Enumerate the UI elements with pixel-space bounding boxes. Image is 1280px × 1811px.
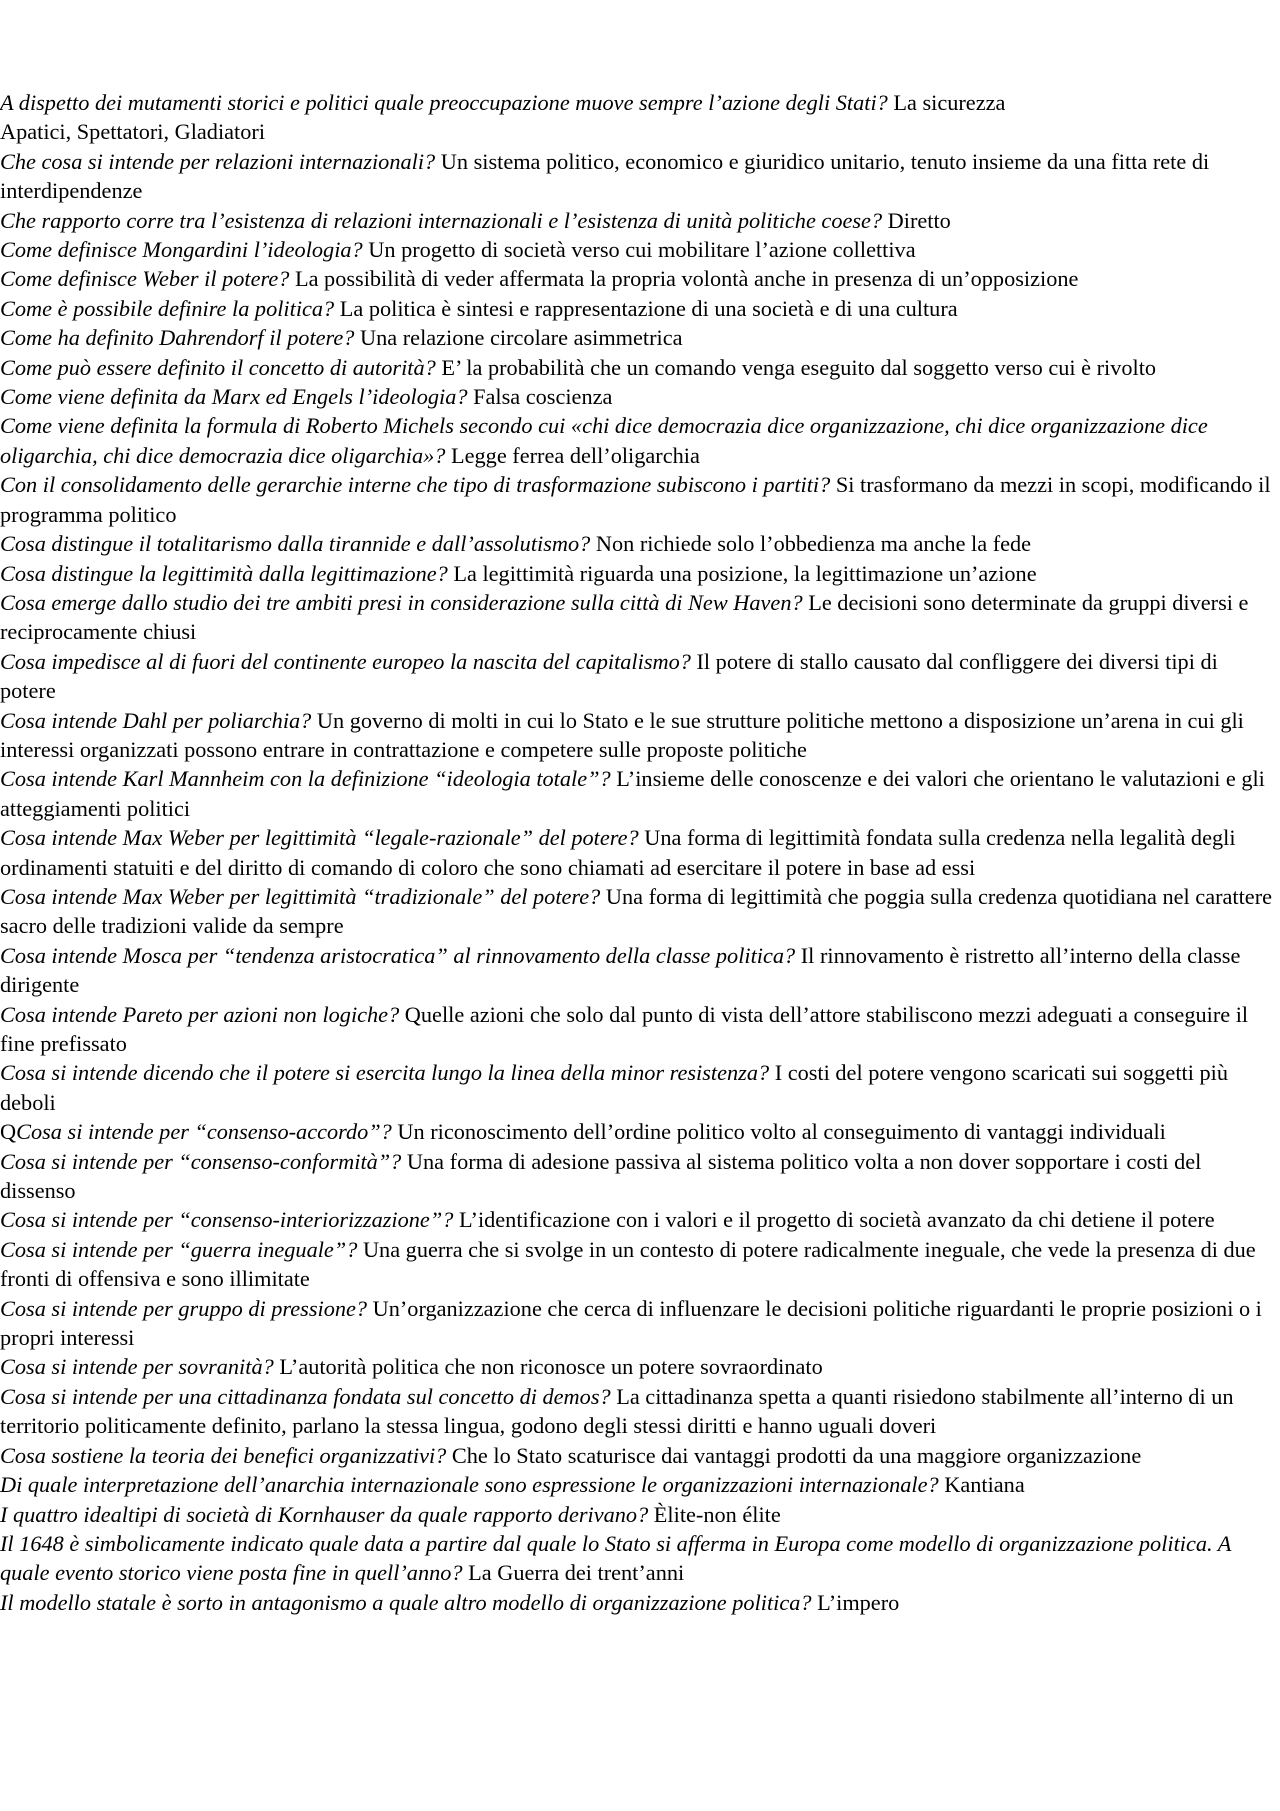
question: Cosa intende Karl Mannheim con la definizione “ideologia totale”? (0, 766, 611, 792)
qa-entry (0, 1529, 1278, 1588)
answer: L’insieme delle conoscenze e dei valori che orientano le valutazioni e gli atteggiamenti politici (0, 766, 1265, 821)
answer: Il rinnovamento è ristretto all’interno della classe dirigente (0, 942, 1241, 998)
answer: I costi del potere vengono scaricati sui soggetti più deboli (0, 1060, 1228, 1115)
question: Cosa si intende per gruppo di pressione? (0, 1295, 368, 1321)
answer: L’identificazione con i valori e il progetto di società avanzato da chi detiene il potere (453, 1207, 1215, 1233)
question: Cosa si intende per “consenso-accordo”? (16, 1119, 392, 1145)
qa-entry (0, 588, 1278, 647)
qa-entry (0, 235, 1278, 264)
qa-entry (0, 1205, 1278, 1234)
question: Cosa emerge dallo studio dei tre ambiti presi in considerazione sulla città di New Haven? (0, 589, 803, 615)
question: Cosa distingue la legittimità dalla legittimazione? (0, 560, 448, 586)
qa-entry (0, 764, 1278, 823)
answer: Un’organizzazione che cerca di influenzare le decisioni politiche riguardanti le proprie posizioni o i propri interessi (0, 1295, 1262, 1351)
question: A dispetto dei mutamenti storici e politici quale preoccupazione muove sempre l’azione degli Stati? (0, 90, 888, 115)
qa-entry (0, 647, 1278, 706)
question: Che cosa si intende per relazioni internazionali? (0, 148, 436, 174)
question: Cosa si intende dicendo che il potere si esercita lungo la linea della minor resistenza? (0, 1060, 770, 1086)
answer: L’autorità politica che non riconosce un potere sovraordinato (273, 1354, 823, 1380)
question: Cosa sostiene la teoria dei benefici organizzativi? (0, 1442, 447, 1468)
answer: Una forma di legittimità fondata sulla credenza nella legalità degli ordinamenti statuiti e del diritto di comando di coloro che sono chiamati ad esercitare il potere in base ad essi (0, 825, 1236, 880)
qa-entry (0, 1470, 1278, 1499)
qa-entry (0, 264, 1278, 293)
qa-entry (0, 411, 1278, 470)
qa-entry (0, 117, 1278, 146)
question-prefix: Q (0, 1119, 17, 1145)
question: Come viene definita da Marx ed Engels l’ideologia? (0, 384, 468, 410)
question: Come è possibile definire la politica? (0, 295, 335, 321)
qa-entry (0, 882, 1278, 941)
question: Come ha definito Dahrendorf il potere? (0, 325, 355, 351)
question: Cosa si intende per “guerra ineguale”? (0, 1236, 358, 1262)
question: Cosa si intende per “consenso-interiorizzazione”? (0, 1207, 454, 1233)
question: Cosa si intende per sovranità? (0, 1354, 274, 1380)
question: Cosa impedisce al di fuori del continente europeo la nascita del capitalismo? (0, 648, 691, 674)
qa-entry (0, 353, 1278, 382)
question: Cosa intende Mosca per “tendenza aristocratica” al rinnovamento della classe politica? (0, 942, 796, 968)
answer: Diretto (882, 207, 951, 233)
question: Cosa si intende per una cittadinanza fondata sul concetto di demos? (0, 1383, 611, 1409)
qa-entry (0, 529, 1278, 558)
question: Cosa intende Max Weber per legittimità “tradizionale” del potere? (0, 883, 601, 909)
question: Con il consolidamento delle gerarchie interne che tipo di trasformazione subiscono i partiti? (0, 472, 831, 498)
qa-entry (0, 88, 1278, 117)
question: Cosa distingue il totalitarismo dalla tirannide e dall’assolutismo? (0, 531, 591, 557)
answer: Un progetto di società verso cui mobilitare l’azione collettiva (362, 237, 916, 263)
qa-entry (0, 1235, 1278, 1294)
question: Di quale interpretazione dell’anarchia internazionale sono espressione le organizzazioni internazionale? (0, 1472, 939, 1498)
answer: Le decisioni sono determinate da gruppi diversi e reciprocamente chiusi (0, 589, 1249, 645)
question: Cosa intende Max Weber per legittimità “legale-razionale” del potere? (0, 825, 639, 851)
qa-entry (0, 1588, 1278, 1617)
answer: Kantiana (938, 1472, 1025, 1498)
qa-entry (0, 382, 1278, 411)
question: Cosa si intende per “consenso-conformità”? (0, 1148, 402, 1174)
answer: Una forma di adesione passiva al sistema politico volta a non dover sopportare i costi del dissenso (0, 1148, 1202, 1204)
question: Come definisce Weber il potere? (0, 266, 290, 292)
qa-entry (0, 1117, 1278, 1146)
answer: Che lo Stato scaturisce dai vantaggi prodotti da una maggiore organizzazione (446, 1442, 1142, 1468)
answer: La legittimità riguarda una posizione, la legittimazione un’azione (447, 560, 1037, 586)
qa-entry (0, 470, 1278, 529)
qa-entry (0, 1441, 1278, 1470)
answer: Una relazione circolare asimmetrica (354, 325, 683, 351)
question: Come definisce Mongardini l’ideologia? (0, 237, 363, 263)
answer: E’ la probabilità che un comando venga eseguito dal soggetto verso cui è rivolto (435, 354, 1157, 380)
answer: L’impero (811, 1589, 900, 1615)
qa-entry (0, 559, 1278, 588)
question: Come può essere definito il concetto di autorità? (0, 354, 436, 380)
answer: Èlite-non élite (648, 1501, 781, 1527)
question: Il modello statale è sorto in antagonismo a quale altro modello di organizzazione politica? (0, 1589, 812, 1615)
qa-entry (0, 706, 1278, 765)
answer: Legge ferrea dell’oligarchia (445, 442, 700, 468)
qa-entry (0, 1382, 1278, 1441)
answer: Una guerra che si svolge in un contesto di potere radicalmente ineguale, che vede la presenza di due fronti di offensiva e sono illimitate (0, 1236, 1256, 1292)
answer: Apatici, Spettatori, Gladiatori (0, 119, 266, 145)
question: I quattro idealtipi di società di Kornhauser da quale rapporto derivano? (0, 1501, 649, 1527)
answer: Una forma di legittimità che poggia sulla credenza quotidiana nel carattere sacro delle tradizioni valide da sempre (0, 883, 1273, 939)
answer: Un sistema politico, economico e giuridico unitario, tenuto insieme da una fitta rete di interdipendenze (0, 148, 1210, 204)
qa-entry (0, 1147, 1278, 1206)
answer: La cittadinanza spetta a quanti risiedono stabilmente all’interno di un territorio politicamente definito, parlano la stessa lingua, godono degli stessi diritti e hanno uguali doveri (0, 1383, 1234, 1439)
qa-entry (0, 323, 1278, 352)
answer: Un governo di molti in cui lo Stato e le sue strutture politiche mettono a disposizione un’arena in cui gli interessi organizzati possono entrare in contrattazione e competere sulle proposte politiche (0, 707, 1244, 762)
answer: Un riconoscimento dell’ordine politico volto al conseguimento di vantaggi individuali (391, 1119, 1166, 1145)
qa-entry (0, 1352, 1278, 1381)
question: Cosa intende Pareto per azioni non logiche? (0, 1001, 400, 1027)
qa-entry (0, 823, 1278, 882)
answer: Falsa coscienza (467, 384, 613, 410)
answer: Non richiede solo l’obbedienza ma anche la fede (590, 531, 1032, 557)
qa-entry (0, 206, 1278, 235)
question: Cosa intende Dahl per poliarchia? (0, 707, 312, 733)
question: Che rapporto corre tra l’esistenza di relazioni internazionali e l’esistenza di unità politiche coese? (0, 207, 883, 233)
qa-entry (0, 1058, 1278, 1117)
document-page (0, 88, 1278, 1617)
answer: Si trasformano da mezzi in scopi, modificando il programma politico (0, 472, 1271, 527)
qa-entry (0, 1294, 1278, 1353)
answer: La sicurezza (887, 90, 1006, 115)
question: Come viene definita la formula di Roberto Michels secondo cui «chi dice democrazia dice organizzazione, chi dice organizzazione dice oligarchia, chi dice democrazia dice oligarchia»? (0, 413, 1208, 468)
question: Il 1648 è simbolicamente indicato quale data a partire dal quale lo Stato si afferma in Europa come modello di organizzazione politica. A quale evento storico viene posta fine in quell’anno? (0, 1530, 1231, 1586)
answer: La politica è sintesi e rappresentazione di una società e di una cultura (334, 295, 958, 321)
qa-entry (0, 1000, 1278, 1059)
answer: Il potere di stallo causato dal confliggere dei diversi tipi di potere (0, 648, 1218, 704)
answer: La possibilità di veder affermata la propria volontà anche in presenza di un’opposizione (289, 266, 1079, 292)
qa-entry (0, 294, 1278, 323)
answer: Quelle azioni che solo dal punto di vista dell’attore stabiliscono mezzi adeguati a conseguire il fine prefissato (0, 1001, 1249, 1056)
answer: La Guerra dei trent’anni (462, 1560, 685, 1586)
qa-entry (0, 941, 1278, 1000)
qa-entry (0, 147, 1278, 206)
qa-entry (0, 1500, 1278, 1529)
